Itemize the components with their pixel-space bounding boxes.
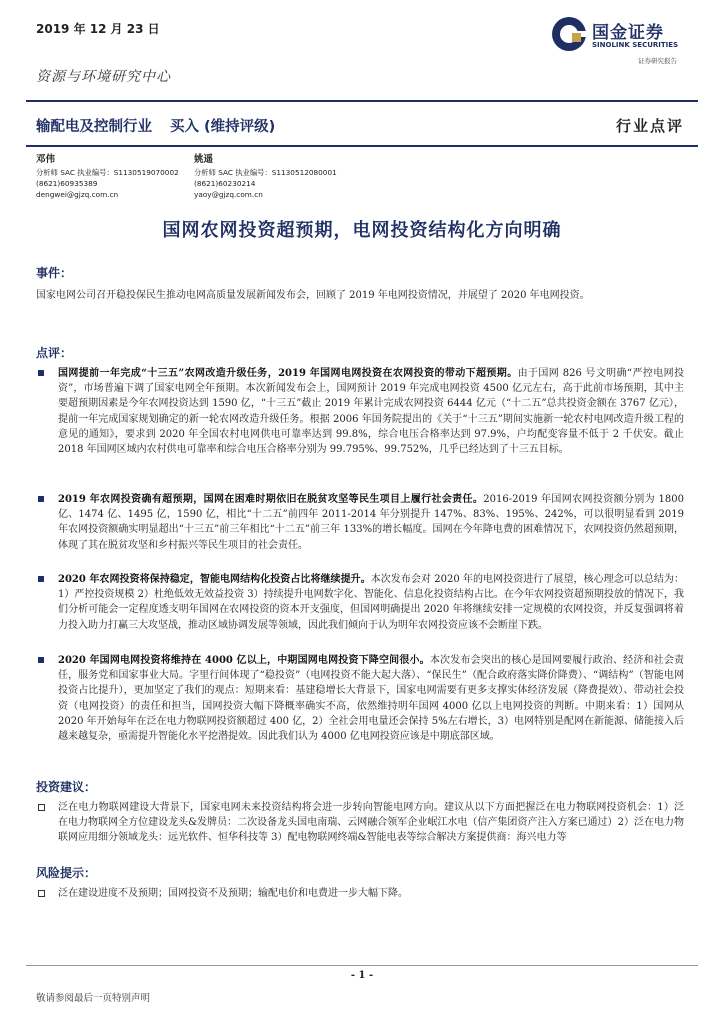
bullet-square-icon [38,576,44,582]
analyst-name: 邓伟 [36,154,56,165]
analyst-name: 姚遥 [194,154,214,165]
comment-bullet [36,492,684,553]
industry-banner [36,115,293,136]
bullet-body: 由于国网 826 号文明确“严控电网投资”，市场普遍下调了国家电网全年预期。本次新闻发布会上，国网预计 2019 年完成电网投资 4500 亿元左右，高于此前市场预期，其中主要超预期因素是今年农网投资达到 1590 亿，“十三五”截止 2019 年累计完成农网投资 6444 亿元（“十二五”总共投资金额在 3767 亿元），提前一年完成国家规划确定的新一轮农网改造升级任务。根据 2006 年国务院提出的《关于“十三五”期间实施新一轮农村电网改造升级工程的意见的通知》，要求到 2020 年全国农村电网供电可靠率达到 99.8%，综合电压合格率达到 97.9%，户均配变容量不低于 2 千伏安。截止 2018 年国网区域内农村供电可靠率和综合电压合格率分别为 99.795%、99.752%，几乎已经达到了十三五目标。 [58,368,684,456]
analyst-card [36,154,179,200]
bullet-lead: 国网提前一年完成“十三五”农网改造升级任务，2019 年国网电网投资在农网投资的带动下超预期。 [58,368,518,379]
page-number: - 1 - [350,970,374,981]
bullet-body: 2016-2019 年国网农网投资额分别为 1800 亿、1474 亿、1495 亿，1590 亿，相比“十二五”前四年 2011-2014 年分别提升 147%、83%、195%、242%，可以很明显看到 2019 年农网投资额确实明显超出“十三五”前三年相比“十二五”前三年 133%的增长幅度。国网在今年降电费的困难情况下，农网投资仍然超预期，体现了其在脱贫攻坚和乡村振兴等民生项目的社会责任。 [58,494,684,551]
comment-bullet [36,653,684,744]
bullet-square-icon [38,657,44,663]
footer-disclaimer: 敬请参阅最后一页特别声明 [36,993,151,1004]
department: 资源与环境研究中心 [36,69,171,85]
bullet-body: 本次发布会突出的核心是国网要履行政治、经济和社会责任，服务党和国家事业大局。字里行间体现了“稳投资”（电网投资不能大起大落）、“保民生”（配合政府落实降价降费）、“调结构”（智能电网投资占比提升），更加坚定了我们的观点：短期来看：基建稳增长大背景下，国家电网需要有更多支撑实体经济发展（降费提效）、带动社会投资（电网投资）的责任和担当，国网投资大幅下降概率确实不高，依然维持明年国网 4000 亿以上电网投资的判断。中期来看：1）国网从 2020 年开始每年在泛在电力物联网投资额超过 400 亿，2）全社会用电量还会保持 5%左右增长，3）电网特别是配网在新能源、储能接入后越来越复杂，亟需提升智能化水平挖潜提效。因此我们认为 4000 亿电网投资应该是中期底部区域。 [58,655,685,743]
comment-bullet [36,366,684,457]
rating: 买入 (维持评级) [170,119,276,135]
advice-bullet [36,800,684,846]
header-rule-bottom [26,145,698,147]
analyst-email[interactable]: dengwei@gjzq.com.cn [36,190,119,199]
analyst-cert: 分析师 SAC 执业编号：S1130519070002 [36,168,179,177]
logo-text-cn: 国金证券 [592,23,664,43]
analyst-phone: (8621)60935389 [36,179,98,188]
analyst-phone: (8621)60230214 [194,179,256,188]
analyst-card [194,154,337,200]
analyst-email[interactable]: yaoy@gjzq.com.cn [194,190,263,199]
report-type: 行业点评 [615,117,684,135]
bullet-lead: 2020 年国网电网投资将维持在 4000 亿以上，中期国网电网投资下降空间很小。 [58,655,430,666]
report-date: 2019 年 12 月 23 日 [36,22,160,36]
advice-text: 泛在电力物联网建设大背景下，国家电网未来投资结构将会进一步转向智能电网方向。建议从以下方面把握泛在电力物联网投资机会：1）泛在电力物联网全方位建设龙头&发牌员：二次设备龙头国电南瑞、云网融合领军企业岷江水电（信产集团资产注入方案已通过）2）泛在电力物联网应用细分领域龙头：远光软件、恒华科技等 3）配电物联网终端&智能电表等综合解决方案提供商：海兴电力等 [58,802,684,844]
advice-heading: 投资建议： [36,780,97,794]
bullet-square-icon [38,496,44,502]
logo-mark-icon [550,14,588,54]
event-text: 国家电网公司召开稳投保民生推动电网高质量发展新闻发布会，回顾了 2019 年电网投资情况，并展望了 2020 年电网投资。 [36,290,590,301]
event-heading: 事件： [36,266,73,280]
bullet-hollow-square-icon [38,804,45,811]
risk-heading: 风险提示： [36,866,97,880]
footer-rule [26,965,698,966]
header-rule-top [26,100,698,102]
industry-name: 输配电及控制行业 [36,119,152,135]
report-title: 国网农网投资超预期，电网投资结构化方向明确 [162,220,562,241]
bullet-square-icon [38,370,44,376]
bullet-lead: 2020 年农网投资将保持稳定，智能电网结构化投资占比将继续提升。 [58,574,371,585]
logo-text-en: SINOLINK SECURITIES [592,41,679,49]
company-logo [550,14,700,66]
bullet-lead: 2019 年农网投资确有超预期，国网在困难时期依旧在脱贫攻坚等民生项目上履行社会责任。 [58,494,484,505]
comment-bullet [36,572,684,633]
analyst-cert: 分析师 SAC 执业编号：S1130512080001 [194,168,337,177]
logo-subtitle: 证券研究报告 [638,57,677,65]
bullet-body: 本次发布会对 2020 年的电网投资进行了展望，核心理念可以总结为：1）严控投资规模 2）杜绝低效无效益投资 3）持续提升电网数字化、智能化、信息化投资结构占比。在今年农网投资超预期投放的情况下，我们分析可能会一定程度透支明年国网在农网投资的资本开支强度，但国网明确提出 2020 年将继续安排一定规模的农网投资，并反复强调将着力投入助力打赢三大攻坚战，推动区域协调发展等领域，因此我们倾向于认为明年农网投资应该不会断崖下跌。 [58,574,684,631]
risk-text: 泛在建设进度不及预期；国网投资不及预期；输配电价和电费进一步大幅下降。 [58,888,408,899]
comment-heading: 点评： [36,346,73,360]
risk-bullet [36,886,684,901]
bullet-hollow-square-icon [38,890,45,897]
